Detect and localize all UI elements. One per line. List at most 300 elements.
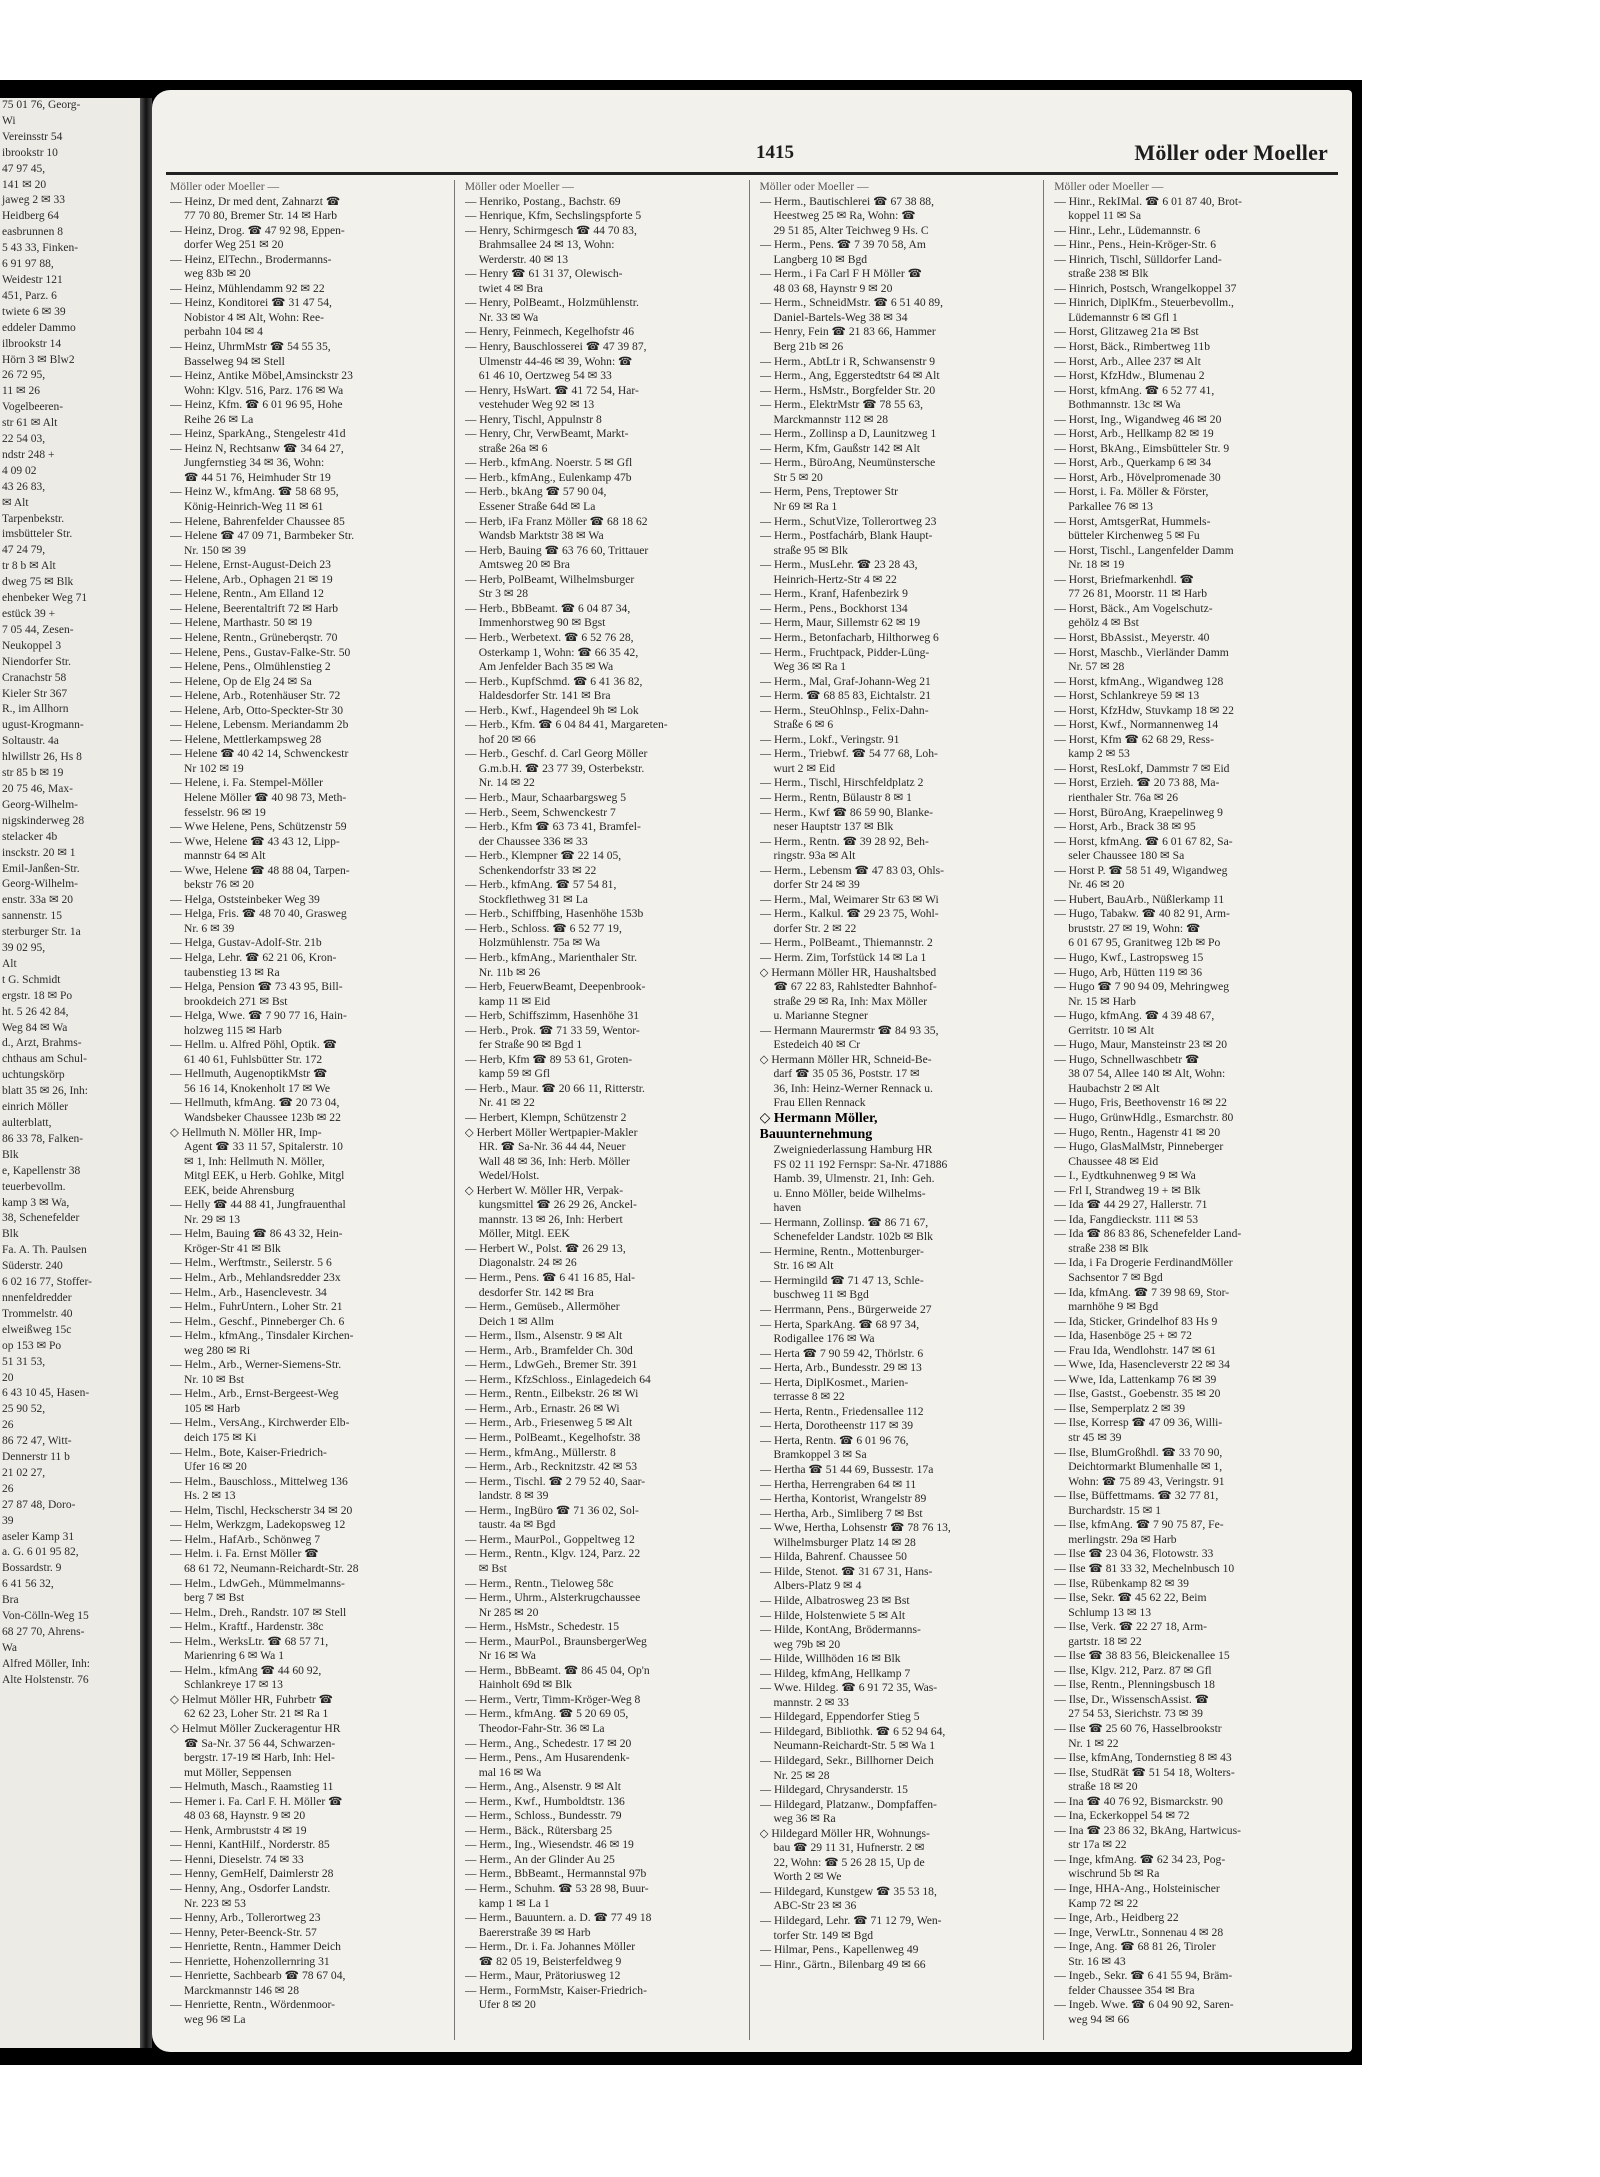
directory-entry-line: — Hellmuth, kfmAng. ☎ 20 73 04, [170,1096,340,1110]
directory-entry-line: — Herm., Zollinsp a D, Launitzweg 1 [759,427,937,441]
directory-entry-line: — Ilse, Korresp ☎ 47 09 36, Willi- [1054,1416,1223,1430]
directory-entry-line: — Helm., Bauschloss., Mittelweg 136 [170,1474,348,1488]
directory-entry-line: Wilhelmsburger Platz 14 ✉ 28 [773,1535,916,1549]
scanned-spread [0,80,1362,2065]
left-fragment-line: hlwillstr 26, Hs 8 [2,751,82,764]
directory-entry-line: Nr. 57 ✉ 28 [1068,660,1125,674]
directory-entry-line: weg 83b ✉ 20 [184,267,251,281]
directory-entry-line: 68 61 72, Neumann-Reichardt-Str. 28 [184,1561,359,1575]
left-fragment-line: Neukoppel 3 [2,639,62,652]
directory-entry-line: u. Enno Möller, beide Wilhelms- [773,1186,926,1200]
left-fragment-line: 141 ✉ 20 [2,178,47,191]
directory-entry-line: — Horst, kfmAng., Wigandweg 128 [1054,674,1224,688]
directory-entry-line: — Horst, BüroAng, Kraepelinweg 9 [1054,805,1223,819]
left-fragment-line: Georg-Wilhelm- [2,798,78,811]
directory-entry-line: — Herb, Schiffszimm, Hasenhöhe 31 [464,1009,640,1023]
directory-entry-line: — Hinrich, Tischl, Sülldorfer Land- [1054,252,1222,266]
directory-entry-line: — Helm., WerksLtr. ☎ 68 57 71, [170,1634,329,1648]
directory-entry-line: — Helm., Bote, Kaiser-Friedrich- [170,1445,327,1459]
directory-entry-line: Frau Ellen Rennack [773,1096,866,1110]
directory-entry-line: ABC-Str 23 ✉ 36 [773,1899,857,1913]
directory-entry-line: Deich 1 ✉ Allm [478,1314,554,1328]
directory-entry-line: straße 26a ✉ 6 [478,441,548,455]
directory-entry-line: — Hermine, Rentn., Mottenburger- [759,1244,924,1258]
directory-entry-line: G.m.b.H. ☎ 23 77 39, Osterbekstr. [478,761,645,775]
directory-entry-line: — Herm., Mal, Weimarer Str 63 ✉ Wi [759,892,939,906]
directory-entry-line: — Herm., Postfachárb, Blank Haupt- [759,529,933,543]
left-fragment-line: ehenbeker Weg 71 [2,592,88,605]
directory-entry-line: Neumann-Reichardt-Str. 5 ✉ Wa 1 [773,1739,936,1753]
directory-entry-line: Wandsb Marktstr 38 ✉ Wa [478,529,604,543]
left-fragment-line: Blk [2,1148,19,1161]
left-fragment-line: Niendorfer Str. [2,655,71,668]
directory-entry-line: — Inge, Arb., Heidberg 22 [1054,1911,1179,1925]
left-fragment-line: 451, Parz. 6 [2,289,57,302]
directory-entry-line: berg 7 ✉ Bst [184,1591,245,1605]
directory-entry-line: — Helga, Gustav-Adolf-Str. 21b [170,936,322,950]
directory-entry-line: — Ida, i Fa Drogerie FerdinandMöller [1054,1256,1233,1270]
directory-entry-line: landstr. 8 ✉ 39 [478,1489,549,1503]
directory-entry-line: — Ilse ☎ 23 04 36, Flotowstr. 33 [1054,1547,1214,1561]
directory-entry-line: Marckmannstr 146 ✉ 28 [184,1983,300,1997]
directory-entry-line: — Herm., Ang., Alsenstr. 9 ✉ Alt [464,1780,621,1794]
directory-entry-line: — Horst, ResLokf, Dammstr 7 ✉ Eid [1054,761,1230,775]
left-fragment-line: stelacker 4b [2,830,58,843]
directory-entry-line: — Herb., Werbetext. ☎ 6 52 76 28, [464,630,634,644]
left-fragment-line: sterburger Str. 1a [2,926,81,939]
directory-entry-line: — Herb., kfmAng., Eulenkamp 47b [464,470,632,484]
directory-entry-line: Nr. 41 ✉ 22 [478,1096,535,1110]
directory-entry-line: Nr. 25 ✉ 28 [773,1768,830,1782]
directory-entry-line: — Herb, PolBeamt, Wilhelmsburger [464,572,635,586]
directory-entry-line: ◇ Helmut Möller Zuckeragentur HR [170,1721,341,1735]
directory-entry-line: brookdeich 271 ✉ Bst [184,994,288,1008]
directory-entry-line: — Herm., SteuOhlnsp., Felix-Dahn- [759,703,929,717]
directory-entry-line: — Herm., Maur, Prätoriusweg 12 [464,1969,621,1983]
directory-entry-line: Baererstraße 39 ✉ Harb [478,1925,591,1939]
left-fragment-line: Bra [2,1594,19,1607]
directory-entry-line: — Herb, Kfm ☎ 89 53 61, Groten- [464,1052,633,1066]
directory-entry-line: — Helene, Arb., Ophagen 21 ✉ 19 [170,572,333,586]
left-fragment-line: R., im Allhorn [2,703,69,716]
directory-entry-line: Wall 48 ✉ 36, Inh: Herb. Möller [478,1154,630,1168]
left-fragment-line: 4 09 02 [2,464,37,477]
directory-entry-line: 29 51 85, Alter Teichweg 9 Hs. C [773,223,929,237]
directory-entry-line: Hs. 2 ✉ 13 [184,1489,236,1503]
directory-entry-line: — Hubert, BauArb., Nüßlerkamp 11 [1054,892,1225,906]
directory-entry-line: — Henny, Ang., Osdorfer Landstr. [170,1881,331,1895]
directory-entry-line: 77 70 80, Bremer Str. 14 ✉ Harb [184,209,338,223]
directory-entry-line: — Inge, HHA-Ang., Holsteinischer [1054,1881,1220,1895]
directory-entry-line: — Herb., bkAng ☎ 57 90 04, [464,485,607,499]
directory-entry-line: — Herm., LdwGeh., Bremer Str. 391 [464,1358,638,1372]
directory-entry-line: Basselweg 94 ✉ Stell [184,354,285,368]
directory-entry-line: — Hilde, Albatrosweg 23 ✉ Bst [759,1593,910,1607]
directory-entry-line: — Herm., FormMstr, Kaiser-Friedrich- [464,1983,647,1997]
directory-entry-line: — Ilse, kfmAng, Tondernstieg 8 ✉ 43 [1054,1751,1232,1765]
directory-entry-line: — Ida, Hasenböge 25 + ✉ 72 [1054,1329,1192,1343]
directory-entry-line: — Helm, Werkzgm, Ladekopsweg 12 [170,1518,346,1532]
directory-entry-line: der Chaussee 336 ✉ 33 [478,834,588,848]
directory-entry-line: — Herm., Ang, Eggerstedtstr 64 ✉ Alt [759,369,940,383]
directory-entry-line: — Heinz, Mühlendamm 92 ✉ 22 [170,281,325,295]
directory-entry-line: — Helm., kfmAng ☎ 44 60 92, [170,1663,322,1677]
directory-entry-line: — Herb, FeuerwBeamt, Deepenbrook- [464,980,646,994]
directory-entry-line: — Henry, Schirmgesch ☎ 44 70 83, [464,223,637,237]
directory-entry-line: — Herm., Gemüseb., Allermöher [464,1300,620,1314]
directory-entry-line: Wandsbeker Chaussee 123b ✉ 22 [184,1111,341,1124]
directory-entry-line: Nr. 46 ✉ 20 [1068,878,1125,892]
directory-entry-line: — Hugo, Rentn., Hagenstr 41 ✉ 20 [1054,1125,1221,1139]
left-fragment-line: Cranachstr 58 [2,671,67,684]
directory-entry-line: Nr. 223 ✉ 53 [184,1896,246,1910]
left-fragment-line: e, Kapellenstr 38 [2,1164,81,1177]
directory-entry-line: — Henry, Fein ☎ 21 83 66, Hammer [759,325,936,339]
directory-entry-line: — Herm., Rentn., Eilbekstr. 26 ✉ Wi [464,1387,639,1401]
directory-entry-line: 56 16 14, Knokenholt 17 ✉ We [184,1081,331,1095]
directory-entry-line: — Helga, Lehr. ☎ 62 21 06, Kron- [170,950,337,964]
left-fragment-line: chthaus am Schul- [2,1053,87,1066]
directory-entry-line: str 17a ✉ 22 [1068,1838,1127,1852]
directory-entry-line: ✉ Bst [478,1561,507,1575]
left-fragment-line: 25 90 52, [2,1403,46,1416]
directory-entry-line: — Helene, Bahrenfelder Chaussee 85 [170,514,345,528]
left-fragment-line: ugust-Krogmann- [2,719,84,732]
left-fragment-line: t G. Schmidt [2,973,61,986]
left-fragment-line: einrich Möller [2,1101,69,1114]
directory-entry-line: dorfer Str 24 ✉ 39 [773,878,860,892]
left-fragment-line: ht. 5 26 42 84, [2,1005,69,1018]
directory-entry-line: — Herm., Ing., Wiesendstr. 46 ✉ 19 [464,1838,634,1852]
directory-entry-line: Nr 69 ✉ Ra 1 [773,500,838,514]
left-fragment-line: d., Arzt, Brahms- [2,1037,82,1050]
directory-entry-line: — Helm., kfmAng., Tinsdaler Kirchen- [170,1329,354,1343]
directory-entry-line: terrasse 8 ✉ 22 [773,1390,845,1404]
directory-entry-line: straße 95 ✉ Blk [773,543,848,557]
left-fragment-line: tr 8 b ✉ Alt [2,560,56,573]
directory-entry-line: weg 96 ✉ La [184,2012,246,2026]
left-fragment-line: 6 02 16 77, Stoffer- [2,1276,92,1289]
directory-entry-line: — Hermann, Zollinsp. ☎ 86 71 67, [759,1215,929,1229]
running-title: Möller oder Moeller [1134,140,1328,165]
directory-entry-line: — Henriette, Rentn., Wördenmoor- [170,1998,336,2012]
directory-entry-line: Nr 102 ✉ 19 [184,761,244,775]
directory-entry-line: — Ilse, StudRät ☎ 51 54 18, Wolters- [1054,1765,1235,1779]
directory-entry-line: — Herm., Arb., Friesenweg 5 ✉ Alt [464,1416,633,1430]
left-fragment-line: 26 [2,1419,14,1432]
directory-entry-line: 48 03 68, Haynstr 9 ✉ 20 [773,281,893,295]
directory-entry-line: König-Heinrich-Weg 11 ✉ 61 [184,500,324,514]
directory-entry-line: Rodigallee 176 ✉ Wa [773,1332,875,1346]
directory-entry-line: — Hildegard, Lehr. ☎ 71 12 79, Wen- [759,1913,942,1927]
directory-page [152,90,1352,2052]
directory-entry-line: Reihe 26 ✉ La [184,412,254,426]
left-fragment-line: ✉ Alt [2,496,29,509]
directory-entry-line: — Ilse, Gastst., Goebenstr. 35 ✉ 20 [1054,1387,1221,1401]
left-fragment-line: Tarpenbekstr. [2,512,65,525]
directory-entry-line: Jungfernstieg 34 ✉ 36, Wohn: [184,456,325,470]
directory-entry-line: weg 36 ✉ Ra [773,1812,836,1826]
directory-entry-line: kamp 59 ✉ Gfl [478,1067,550,1081]
directory-entry-line: Theodor-Fahr-Str. 36 ✉ La [478,1721,605,1735]
directory-entry-line: — Helene ☎ 40 42 14, Schwenckestr [170,747,349,761]
directory-entry-line: — Henriette, Rentn., Hammer Deich [170,1940,341,1954]
book-gutter [140,98,152,2048]
directory-entry-line: — Hilde, Willhöden 16 ✉ Blk [759,1652,901,1666]
directory-entry-line: — Herm., Arb., Bramfelder Ch. 30d [464,1343,633,1357]
directory-entry-line: — Herta, DiplKosmet., Marien- [759,1375,909,1389]
directory-entry-line: — Herm., Pens. ☎ 7 39 70 58, Am [759,238,926,252]
left-fragment-line: aulterblatt, [2,1117,52,1129]
directory-entry-line: — Herm., An der Glinder Au 25 [464,1852,615,1866]
left-fragment-line: ibrookstr 10 [2,146,58,159]
left-fragment-line: Weg 84 ✉ Wa [2,1021,68,1034]
directory-entry-line: — Helga, Fris. ☎ 48 70 40, Grasweg [170,907,347,921]
directory-entry-line: Langberg 10 ✉ Bgd [773,252,868,266]
directory-entry-line: mannstr. 13 ✉ 26, Inh: Herbert [478,1212,623,1226]
directory-entry-line: holzweg 115 ✉ Harb [184,1023,282,1037]
directory-entry-line: Wedel/Holst. [478,1169,540,1183]
directory-entry-line: — Herb., Geschf. d. Carl Georg Möller [464,747,648,761]
directory-entry-line: — Hugo, Tabakw. ☎ 40 82 91, Arm- [1054,907,1230,921]
directory-entry-line: — Ina ☎ 40 76 92, Bismarckstr. 90 [1054,1794,1223,1808]
directory-entry-line: Nr. 15 ✉ Harb [1068,994,1136,1008]
directory-entry-line: Amtsweg 20 ✉ Bra [478,558,570,572]
left-fragment-line: Blk [2,1228,19,1241]
directory-entry-line: — Ina, Eckerkoppel 54 ✉ 72 [1054,1809,1190,1823]
directory-entry-line: weg 79b ✉ 20 [773,1637,841,1651]
left-fragment-line: Emil-Janßen-Str. [2,862,80,875]
directory-entry-line: u. Marianne Stegner [773,1009,868,1023]
directory-entry-line: — Helm., Dreh., Randstr. 107 ✉ Stell [170,1605,347,1619]
left-fragment-line: Süderstr. 240 [2,1260,63,1273]
directory-entry-line: — Herm., Pens. ☎ 6 41 16 85, Hal- [464,1271,636,1285]
column-1 [166,180,455,2040]
directory-entry-line: weg 280 ✉ Ri [184,1343,251,1357]
left-fragment-line: 43 26 83, [2,480,46,493]
directory-entry-line: — Henry, Bauschlosserei ☎ 47 39 87, [464,340,647,354]
directory-entry-line: Weg 36 ✉ Ra 1 [773,660,847,674]
directory-entry-line: Schlankreye 17 ✉ 13 [184,1678,283,1692]
directory-entry-line: — Herb., Seem, Schwenckestr 7 [464,805,616,819]
directory-entry-line: straße 18 ✉ 20 [1068,1780,1138,1794]
directory-entry-line: ✉ 1, Inh: Hellmuth N. Möller, [184,1154,325,1168]
left-fragment-line: Wa [2,1641,18,1654]
directory-entry-line: — Hilde, Holstenwiete 5 ✉ Alt [759,1608,906,1622]
directory-entry-line: — Helm., Arb., Ernst-Bergeest-Weg [170,1387,339,1401]
directory-entry-line: — Ilse ☎ 38 83 56, Bleickenallee 15 [1054,1649,1230,1663]
directory-entry-line: — Helene, Arb., Rotenhäuser Str. 72 [170,689,341,703]
directory-entry-line: kungsmittel ☎ 26 29 26, Anckel- [478,1198,637,1212]
directory-entry-line: — Helm, Tischl, Heckscherstr 34 ✉ 20 [170,1503,353,1517]
directory-entry-line: Nr 16 ✉ Wa [478,1649,536,1663]
left-fragment-line: kamp 3 ✉ Wa, [2,1196,70,1209]
directory-entry-line: Nr. 150 ✉ 39 [184,543,246,557]
left-fragment-line: 20 75 46, Max- [2,782,73,795]
directory-entry-line: — Herm., ElektrMstr ☎ 78 55 63, [759,398,924,412]
left-fragment-line: insckstr. 20 ✉ 1 [2,846,76,859]
directory-entry-line: — Henriko, Postang., Bachstr. 69 [464,194,621,208]
directory-entry-line: Berg 21b ✉ 26 [773,340,844,354]
directory-entry-line: — Ilse, Dr., WissenschAssist. ☎ [1054,1692,1210,1706]
directory-entry-line: — Hertha ☎ 51 44 69, Bussestr. 17a [759,1463,934,1477]
directory-entry-line: — Henriette, Hohenzollernring 31 [170,1954,330,1968]
directory-entry-line: — Hugo, kfmAng. ☎ 4 39 48 67, [1054,1009,1215,1023]
directory-entry-line: Bramkoppel 3 ✉ Sa [773,1448,867,1462]
directory-entry-line: rienthaler Str. 76a ✉ 26 [1068,790,1179,804]
directory-entry-line: — Henriette, Sachbearb ☎ 78 67 04, [170,1969,346,1983]
directory-entry-line: — Herm., MaurPol., Goppeltweg 12 [464,1532,635,1546]
directory-entry-line: — Horst, Tischl., Langenfelder Damm [1054,543,1234,557]
directory-entry-line: — Herb., Schloss. ☎ 6 52 77 19, [464,921,622,935]
directory-entry-line: — Hilda, Bahrenf. Chaussee 50 [759,1550,907,1564]
left-fragment-line: nigskinderweg 28 [2,814,85,827]
directory-entry-line: — Herm. ☎ 68 85 83, Eichtalstr. 21 [759,689,932,703]
directory-entry-line: — Heinz N, Rechtsanw ☎ 34 64 27, [170,441,344,455]
directory-entry-line: — Horst, kfmAng. ☎ 6 52 77 41, [1054,383,1215,397]
directory-entry-line: Nr. 11b ✉ 26 [478,965,541,979]
directory-entry-line: — Helm., Werftmstr., Seilerstr. 5 6 [170,1256,332,1270]
directory-entry-line: — Hugo, Schnellwaschbetr ☎ [1054,1052,1200,1066]
directory-entry-line: — Horst, Erzieh. ☎ 20 73 88, Ma- [1054,776,1220,790]
directory-entry-line: Mitgl EEK, u Herb. Gohlke, Mitgl [184,1169,345,1183]
left-fragment-line: Bossardstr. 9 [2,1562,62,1575]
directory-entry-line: — Herm., Lebensm ☎ 47 83 03, Ohls- [759,863,944,877]
directory-entry-line: — Helly ☎ 44 88 41, Jungfrauenthal [170,1198,346,1212]
column-heading: Möller oder Moeller — [170,180,280,193]
left-fragment-line: 75 01 76, Georg- [2,99,81,111]
directory-entry-line: — Frau Ida, Wendlohstr. 147 ✉ 61 [1054,1343,1217,1357]
directory-entry-line: — Wwe. Hildeg. ☎ 6 91 72 35, Was- [759,1681,938,1695]
directory-entry-line: — Hildegard, Chrysanderstr. 15 [759,1783,908,1797]
directory-entry-line: — Hilde, KontAng, Brödermanns- [759,1623,921,1637]
directory-entry-line: merlingstr. 29a ✉ Harb [1068,1532,1177,1546]
directory-entry-line: — Hugo, GlasMalMstr, Pinneberger [1054,1140,1224,1154]
directory-entry-line: — Herb., kfmAng., Marienthaler Str. [464,950,638,964]
left-fragment-line: dweg 75 ✉ Blk [2,576,74,589]
directory-entry-line: — Herm., AbtLtr i R, Schwansenstr 9 [759,354,935,368]
directory-entry-line: — Herta, Rentn., Friedensallee 112 [759,1404,924,1418]
directory-entry-line: — Herm., Rentn. ☎ 39 28 92, Beh- [759,834,929,848]
left-fragment-line: 7 05 44, Zesen- [2,623,74,636]
directory-entry-line: Brahmsallee 24 ✉ 13, Wohn: [478,238,615,252]
directory-entry-line: — Helene, i. Fa. Stempel-Möller [170,776,323,790]
directory-entry-line: — Herm., Pens., Bockhorst 134 [759,601,908,615]
directory-entry-line: 6 01 67 95, Granitweg 12b ✉ Po [1068,936,1221,950]
directory-entry-line: — Hildegard, Eppendorfer Stieg 5 [759,1710,920,1724]
directory-entry-line: — Helm., FuhrUntern., Loher Str. 21 [170,1300,343,1314]
directory-entry-line: 77 26 81, Moorstr. 11 ✉ Harb [1068,587,1207,601]
directory-entry-line: marnhöhe 9 ✉ Bgd [1068,1300,1159,1314]
directory-entry-line: Heestweg 25 ✉ Ra, Wohn: ☎ [773,209,916,223]
directory-entry-line: — Helene, Pens., Olmühlenstieg 2 [170,660,331,674]
directory-columns [166,180,1338,2040]
directory-entry-line: — Herm., IngBüro ☎ 71 36 02, Sol- [464,1503,639,1517]
directory-entry-line: — Heinz, SparkAng., Stengelestr 41d [170,427,346,441]
directory-entry-line: Nr. 18 ✉ 19 [1068,558,1125,572]
directory-entry-line: Schenefelder Landstr. 102b ✉ Blk [773,1230,933,1244]
directory-entry-line: — Helga, Pension ☎ 73 43 95, Bill- [170,980,343,994]
directory-entry-line: — Horst, Ing., Wigandweg 46 ✉ 20 [1054,412,1222,426]
left-fragment-line: Alte Holstenstr. 76 [2,1673,89,1686]
directory-entry-line: — Ilse, Semperplatz 2 ✉ 39 [1054,1401,1186,1415]
directory-entry-line: — Hellmuth, AugenoptikMstr ☎ [170,1067,328,1081]
directory-entry-line: EEK, beide Ahrensburg [184,1183,295,1197]
directory-entry-line: Nr 285 ✉ 20 [478,1605,539,1619]
directory-entry-line: gartstr. 18 ✉ 22 [1068,1634,1142,1648]
directory-entry-line: seler Chaussee 180 ✉ Sa [1068,849,1185,863]
directory-entry-line: Nr. 33 ✉ Wa [478,310,539,324]
directory-entry-line: mut Möller, Seppensen [184,1765,292,1779]
directory-entry-line: Str. 16 ✉ 43 [1068,1954,1126,1968]
directory-entry-line: Estedeich 40 ✉ Cr [773,1038,861,1052]
directory-entry-line: — Herm., Kranf, Hafenbezirk 9 [759,587,908,601]
directory-entry-line: Kamp 72 ✉ 22 [1068,1896,1139,1910]
directory-entry-line: buschweg 11 ✉ Bgd [773,1288,869,1302]
directory-entry-line: Hainholt 69d ✉ Blk [478,1678,572,1692]
directory-entry-line: Immenhorstweg 90 ✉ Bgst [478,616,606,630]
directory-entry-line: Wohn: Klgv. 516, Parz. 176 ✉ Wa [184,383,344,397]
left-fragment-line: 22 54 03, [2,433,46,446]
directory-entry-line: — Herb., Schiffbing, Hasenhöhe 153b [464,907,644,921]
directory-entry-line: — Herm. Zim, Torfstück 14 ✉ La 1 [759,950,927,964]
directory-entry-line: Nr. 14 ✉ 22 [478,776,535,790]
directory-entry-line: — Herm., Schloss., Bundesstr. 79 [464,1809,622,1823]
directory-entry-line: Kröger-Str 41 ✉ Blk [184,1241,281,1255]
directory-entry-line: — Herm, Maur, Sillemstr 62 ✉ 19 [759,616,921,630]
directory-entry-line: — Herm., SchutVize, Tollerortweg 23 [759,514,937,528]
directory-entry-line: — Horst, Arb., Hellkamp 82 ✉ 19 [1054,427,1214,441]
directory-entry-line: — Hermann Maurermstr ☎ 84 93 35, [759,1023,939,1037]
directory-entry-line: — Hilmar, Pens., Kapellenweg 49 [759,1943,919,1957]
directory-entry-line: ☎ 44 51 76, Heimhuder Str 19 [184,470,331,484]
directory-entry-line: — Herm., Fruchtpack, Pidder-Lüng- [759,645,930,659]
directory-entry-line: — Wwe, Ida, Hasencleverstr 22 ✉ 34 [1054,1358,1230,1372]
directory-entry-line: FS 02 11 192 Fernspr: Sa-Nr. 471886 [773,1157,948,1171]
column-heading: Möller oder Moeller — [759,180,869,193]
directory-entry-line: Nr. 1 ✉ 22 [1068,1736,1119,1750]
directory-entry-line: bau ☎ 29 11 31, Hufnerstr. 2 ✉ [773,1841,925,1855]
directory-entry-line: kamp 1 ✉ La 1 [478,1896,550,1910]
directory-entry-line: ◇ Hildegard Möller HR, Wohnungs- [759,1826,930,1840]
directory-entry-line: — Horst, Briefmarkenhdl. ☎ [1054,572,1194,586]
directory-entry-line: — Hugo, Fris, Beethovenstr 16 ✉ 22 [1054,1096,1227,1110]
directory-entry-line: — Herb., Prok. ☎ 71 33 59, Wentor- [464,1023,640,1037]
directory-entry-line: — Helm., Geschf., Pinneberger Ch. 6 [170,1314,345,1328]
directory-entry-line: — Ida, Fangdieckstr. 111 ✉ 53 [1054,1212,1199,1226]
directory-entry-line: — Henni, KantHilf., Norderstr. 85 [170,1838,330,1852]
directory-entry-line: — Hinr., RekIMal. ☎ 6 01 87 40, Brot- [1054,194,1242,208]
directory-entry-line: — Herm., HsMstr., Schedestr. 15 [464,1620,620,1634]
directory-entry-line: dorfer Str. 2 ✉ 22 [773,921,857,935]
directory-entry-line: — Helm., Arb., Mehlandsredder 23x [170,1271,341,1285]
directory-entry-line: — Inge, VerwLtr., Sonnenau 4 ✉ 28 [1054,1925,1224,1939]
directory-entry-line: ◇ Herbert Möller Wertpapier-Makler [464,1125,638,1139]
directory-entry-line: — Horst, BkAng., Eimsbütteler Str. 9 [1054,441,1230,455]
directory-entry-line: — Herm., Schuhm. ☎ 53 28 98, Buur- [464,1881,649,1895]
directory-entry-line: — Wwe Helene, Pens, Schützenstr 59 [170,820,347,834]
directory-entry-line: — Frl I, Strandweg 19 + ✉ Blk [1054,1183,1201,1197]
directory-entry-line: — Herm., PolBeamt., Thiemannstr. 2 [759,936,933,950]
directory-entry-line: — Helene, Rentn., Grüneberqstr. 70 [170,630,338,644]
directory-entry-line: taustr. 4a ✉ Bgd [478,1518,556,1532]
directory-entry-line: — Herb., Maur, Schaarbargsweg 5 [464,790,627,804]
left-fragment-line: 68 27 70, Ahrens- [2,1626,85,1638]
directory-entry-line: — Hinrich, DiplKfm., Steuerbevollm., [1054,296,1234,310]
directory-entry-line: — Herm., MaurPol., BraunsbergerWeg [464,1634,647,1648]
directory-entry-line: — Herm., Uhrm., Alsterkrugchaussee [464,1591,641,1605]
directory-entry-line: Chaussee 48 ✉ Eid [1068,1154,1159,1168]
